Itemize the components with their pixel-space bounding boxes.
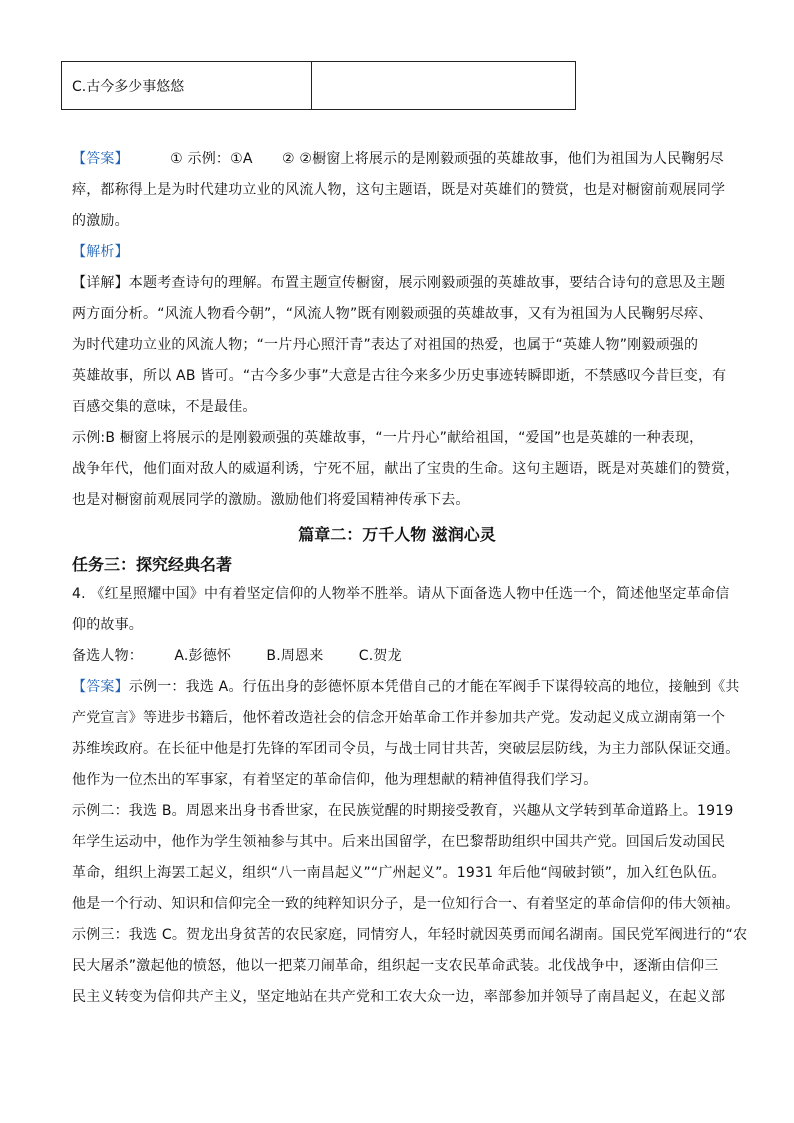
answer-line-3: 的激励。: [72, 213, 129, 229]
answer-line-2: 瘁，都称得上是为时代建功立业的风流人物，这句主题语，既是对英雄们的赞赏，也是对橱窗前观展同学: [72, 182, 726, 198]
answer2-tag: 【答案】: [72, 679, 129, 695]
answer2-line: 产党宣言》等进步书籍后，他怀着改造社会的信念开始革命工作并参加共产党。发动起义成立湖南第一个: [72, 710, 726, 726]
answer2-line-1: [72, 677, 740, 697]
analysis-line: 两方面分析。“风流人物看今朝”，“风流人物”既有刚毅顽强的英雄故事，又有为祖国为人民鞠躬尽瘁、: [72, 306, 713, 322]
option-a: A.彭德怀: [174, 648, 232, 664]
analysis-line: 英雄故事，所以 AB 皆可。“古今多少事”大意是古往今来多少历史事迹转瞬即逝，不禁感叹今昔巨变，有: [72, 368, 727, 384]
chapter-heading: 篇章二：万千人物 滋润心灵: [298, 525, 496, 544]
question-line-1: 4. 《红星照耀中国》中有着坚定信仰的人物举不胜举。请从下面备选人物中任选一个，简述他坚定革命信: [72, 586, 730, 602]
analysis-line: 示例:B 橱窗上将展示的是刚毅顽强的英雄故事，“一片丹心”献给祖国，“爱国”也是英雄的一种表现，: [72, 430, 704, 446]
analysis-line: 战争年代，他们面对敌人的威逼利诱，宁死不屈，献出了宝贵的生命。这句主题语，既是对英雄们的赞赏，: [72, 461, 740, 477]
answer2-line: 民大屠杀”激起他的愤怒，他以一把菜刀闹革命，组织起一支农民革命武装。北伐战争中，逐渐由信仰三: [72, 958, 719, 974]
analysis-line: 百感交集的意味，不是最佳。: [72, 399, 257, 415]
answer2-line: 年学生运动中，他作为学生领袖参与其中。后来出国留学，在巴黎帮助组织中国共产党。回国后发动国民: [72, 834, 726, 850]
candidates-label: 备选人物：: [72, 648, 143, 664]
table-cell-option-c: C.古今多少事悠悠: [62, 62, 312, 109]
answer-tag: 【答案】: [72, 151, 129, 167]
candidates-line: [72, 646, 402, 666]
answer-part-2: ② ②橱窗上将展示的是刚毅顽强的英雄故事，他们为祖国为人民鞠躬尽: [281, 151, 724, 167]
analysis-line: 也是对橱窗前观展同学的激励。激励他们将爱国精神传承下去。: [72, 492, 470, 508]
answer2-line: 示例三：我选 C。贺龙出身贫苦的农民家庭，同情穷人，年轻时就因英勇而闻名湖南。国民党军阀进行的“农: [72, 927, 748, 943]
answer-part-1: ① 示例：①A: [170, 151, 253, 167]
answer2-line: 民主义转变为信仰共产主义，坚定地站在共产党和工农大众一边，率部参加并领导了南昌起义，在起义部: [72, 989, 726, 1005]
option-c: C.贺龙: [358, 648, 402, 664]
answer2-first-text: 示例一：我选 A。行伍出身的彭德怀原本凭借自己的才能在军阀手下谋得较高的地位，接触到《共: [128, 679, 740, 695]
answer2-line: 他是一个行动、知识和信仰完全一致的纯粹知识分子，是一位知行合一、有着坚定的革命信仰的伟大领袖。: [72, 896, 740, 912]
answer2-line: 革命，组织上海罢工起义，组织“八一南昌起义”“广州起义”。1931 年后他“闯破封锁”，加入红色队伍。: [72, 865, 726, 881]
analysis-line: 【详解】本题考查诗句的理解。布置主题宣传橱窗，展示刚毅顽强的英雄故事，要结合诗句的意思及主题: [72, 275, 726, 291]
answer2-line: 示例二：我选 B。周恩来出身书香世家，在民族觉醒的时期接受教育，兴趣从文学转到革命道路上。1919: [72, 803, 734, 819]
analysis-line: 为时代建功立业的风流人物；“一片丹心照汗青”表达了对祖国的热爱，也属于“英雄人物”刚毅顽强的: [72, 337, 699, 353]
answer-line-1: [72, 149, 724, 169]
task-heading: 任务三：探究经典名著: [72, 555, 233, 574]
option-b: B.周恩来: [266, 648, 324, 664]
answer2-line: 苏维埃政府。在长征中他是打先锋的军团司令员，与战士同甘共苦，突破层层防线，为主力部队保证交通。: [72, 741, 740, 757]
answer-table: [61, 61, 576, 110]
question-line-2: 仰的故事。: [72, 617, 143, 633]
table-cell-empty: [312, 62, 575, 109]
answer2-line: 他作为一位杰出的军事家，有着坚定的革命信仰，他为理想献的精神值得我们学习。: [72, 772, 598, 788]
analysis-tag: 【解析】: [72, 244, 129, 260]
